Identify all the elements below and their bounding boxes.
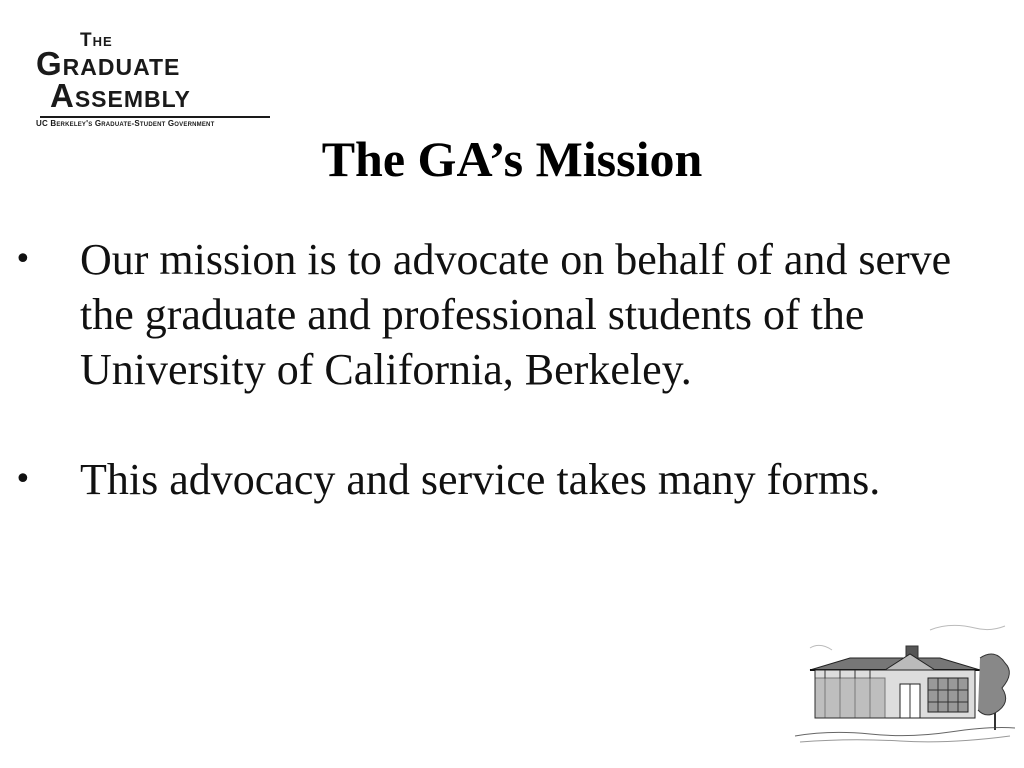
bullet-text: Our mission is to advocate on behalf of and serve the graduate and professional students of the University of California, Berkeley. <box>80 235 952 394</box>
logo-tagline: UC Berkeley's Graduate-Student Government <box>36 119 215 128</box>
building-sketch-icon <box>790 618 1020 758</box>
bullet-item <box>0 232 1000 397</box>
bullet-marker: • <box>14 462 32 497</box>
bullet-list <box>0 232 1000 507</box>
slide-title: The GA’s Mission <box>321 131 703 187</box>
bullet-item <box>0 452 1000 507</box>
bullet-text: This advocacy and service takes many forms. <box>80 455 881 504</box>
logo-line-the: The <box>80 30 113 51</box>
graduate-assembly-logo <box>30 30 280 130</box>
logo-line-assembly: Assembly <box>50 77 191 114</box>
logo-line-graduate: Graduate <box>36 45 181 82</box>
bullet-marker: • <box>14 242 32 277</box>
logo-rule <box>40 116 270 118</box>
